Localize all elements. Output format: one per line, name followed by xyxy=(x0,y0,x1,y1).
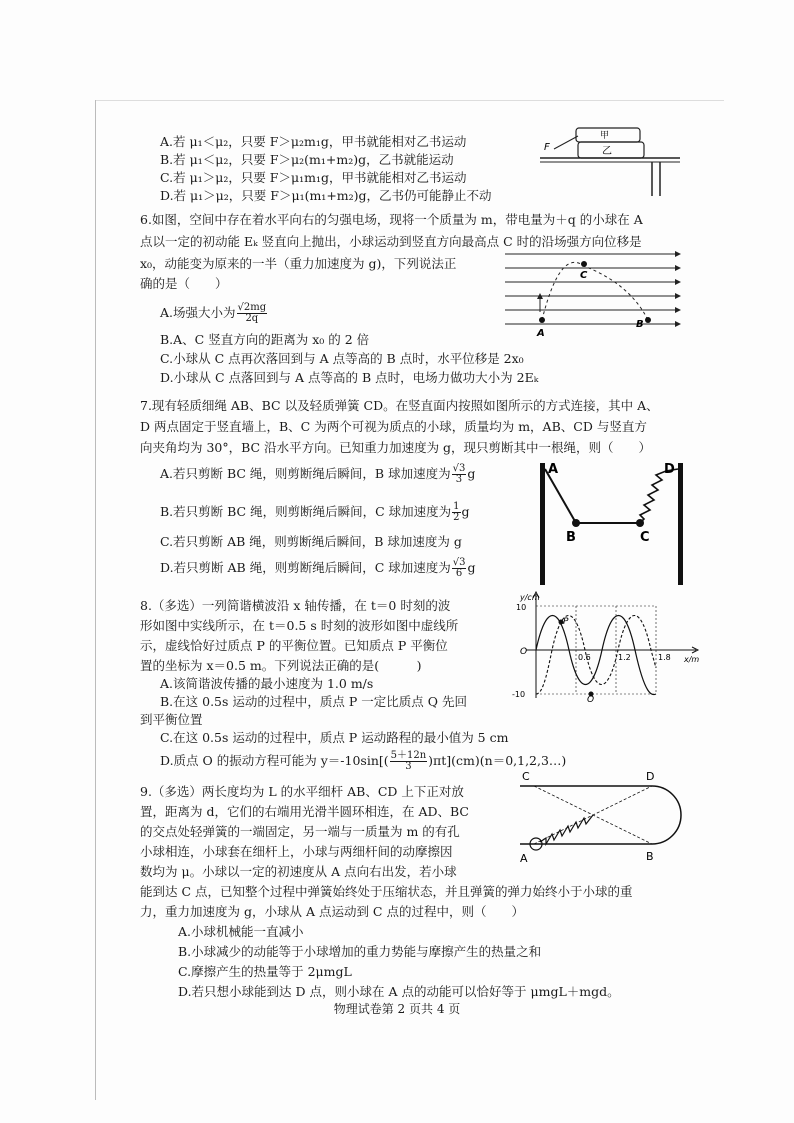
q8-x-axis-label: x/m xyxy=(684,655,700,664)
q8-xtick-06: 0.6 xyxy=(578,653,591,662)
q8-d-numerator: 5＋12n xyxy=(390,750,427,761)
q8-wave-graph xyxy=(506,590,706,702)
q6-option-d: D.小球从 C 点落回到与 A 点等高的 B 点时，电场力做功大小为 2Eₖ xyxy=(160,370,539,385)
q7-option-d-text: D.若只剪断 AB 绳，则剪断绳后瞬间，C 球加速度为 xyxy=(160,560,451,575)
q8-stem-line-4: 置的坐标为 x＝0.5 m。下列说法正确的是( ) xyxy=(140,658,422,673)
q6-stem-line-1: 6.如图，空间中存在着水平向右的匀强电场，现将一个质量为 m，带电量为＋q 的小球在 A xyxy=(140,212,643,227)
q8-option-a: A.该简谐波传播的最小速度为 1.0 m/s xyxy=(160,676,374,691)
q5-label-jia: 甲 xyxy=(600,131,610,141)
q6-a-numerator: √2mg xyxy=(237,302,267,313)
q7-d-numerator: √3 xyxy=(452,557,466,568)
q6-stem-line-3: x₀，动能变为原来的一半（重力加速度为 g)，下列说法正 xyxy=(140,256,457,271)
page-footer: 物理试卷第 2 页共 4 页 xyxy=(333,1002,461,1016)
q7-d-denominator: 6 xyxy=(455,568,463,579)
q8-stem-line-2: 形如图中实线所示，在 t＝0.5 s 时刻的波形如图中虚线所 xyxy=(140,618,459,633)
q7-option-b xyxy=(160,500,470,524)
q9-option-d: D.若只想小球能到达 D 点，则小球在 A 点的动能可以恰好等于 μmgL＋mgd。 xyxy=(178,984,620,999)
q5-label-yi: 乙 xyxy=(602,146,612,157)
q6-point-a: A xyxy=(537,328,545,339)
q6-point-b: B xyxy=(636,319,644,330)
q5-option-d: D.若 μ₁＞μ₂，只要 F＞μ₁(m₁+m₂)g，乙书仍可能静止不动 xyxy=(160,188,492,203)
q9-stem-line-3: 的交点处轻弹簧的一端固定，另一端与一质量为 m 的有孔 xyxy=(140,824,460,839)
q7-b-denominator: 2 xyxy=(453,512,460,523)
q8-option-b-line-2: 到平衡位置 xyxy=(140,712,203,727)
q6-option-b: B.A、C 竖直方向的距离为 x₀ 的 2 倍 xyxy=(160,332,370,347)
q7-option-d-fraction xyxy=(452,558,467,579)
q9-stem-line-5: 数均为 μ。小球以一定的初速度从 A 点向右出发，若小球 xyxy=(140,864,457,879)
q6-stem-line-4: 确的是（ ） xyxy=(140,276,228,291)
q6-field-figure xyxy=(500,244,690,340)
q6-option-c: C.小球从 C 点再次落回到与 A 点等高的 B 点时，水平位移是 2x₀ xyxy=(160,351,524,366)
q8-ytick-top: 10 xyxy=(516,603,527,612)
q9-option-b: B.小球减少的动能等于小球增加的重力势能与摩擦产生的热量之和 xyxy=(178,944,542,959)
q7-option-b-fraction xyxy=(452,502,460,523)
q8-y-axis-label: y/cm xyxy=(520,593,540,602)
q6-option-a-fraction xyxy=(237,303,268,324)
q7-d-unit: g xyxy=(467,560,476,575)
q8-ytick-bottom: -10 xyxy=(512,690,526,699)
q5-option-b: B.若 μ₁＜μ₂，只要 F＞μ₂(m₁+m₂)g，乙书就能运动 xyxy=(160,152,454,167)
q9-stem-line-1: 9.（多选）两长度均为 L 的水平细杆 AB、CD 上下正对放 xyxy=(140,784,464,799)
q9-option-a: A.小球机械能一直减小 xyxy=(178,924,304,939)
q7-option-b-text: B.若只剪断 BC 绳，则剪断绳后瞬间，C 球加速度为 xyxy=(160,504,452,519)
q7-option-a-fraction xyxy=(452,464,467,485)
q9-stem-line-2: 置，距离为 d，它们的右端用光滑半圆环相连，在 AD、BC xyxy=(140,804,469,819)
q7-b-unit: g xyxy=(461,504,470,519)
q9-point-c: C xyxy=(522,770,530,783)
q8-d-denominator: 3 xyxy=(405,761,412,772)
q6-option-a-text: A.场强大小为 xyxy=(160,305,236,320)
q7-stem-line-2: D 两点固定于竖直墙上，B、C 为两个可视为质点的小球，质量均为 m，AB、CD 与竖直方 xyxy=(140,419,647,434)
q7-rope-spring-figure xyxy=(530,455,700,590)
q8-option-b-line-1: B.在这 0.5s 运动的过程中，质点 P 一定比质点 Q 先回 xyxy=(160,694,467,709)
q9-stem-line-6: 能到达 C 点，已知整个过程中弹簧始终处于压缩状态，并且弹簧的弹力始终小于小球的重 xyxy=(140,884,633,899)
page-edge-top xyxy=(96,100,724,101)
page-edge-left xyxy=(95,100,96,1100)
q7-option-a xyxy=(160,462,475,486)
q9-stem-line-4: 小球相连，小球套在细杆上，小球与两细杆间的动摩擦因 xyxy=(140,844,453,859)
q9-point-a: A xyxy=(520,852,528,865)
q6-a-denominator: 2q xyxy=(245,313,259,324)
q9-point-b: B xyxy=(646,850,654,863)
q8-xtick-12: 1.2 xyxy=(618,653,631,662)
q7-a-unit: g xyxy=(467,466,476,481)
q5-label-force: F xyxy=(544,142,550,153)
q5-option-a: A.若 μ₁＜μ₂，只要 F＞μ₂m₁g，甲书就能相对乙书运动 xyxy=(160,134,467,149)
q7-option-c: C.若只剪断 AB 绳，则剪断绳后瞬间，B 球加速度为 g xyxy=(160,534,462,549)
q8-point-p: P xyxy=(563,617,569,627)
q9-stem-line-7: 力，重力加速度为 g，小球从 A 点运动到 C 点的过程中，则（ ） xyxy=(140,904,524,919)
q7-point-b: B xyxy=(566,530,576,545)
q7-stem-line-1: 7.现有轻质细绳 AB、BC 以及轻质弹簧 CD。在竖直面内按照如图所示的方式连接，其中 A、 xyxy=(140,398,659,413)
q7-option-a-text: A.若只剪断 BC 绳，则剪断绳后瞬间，B 球加速度为 xyxy=(160,466,451,481)
q7-point-d: D xyxy=(664,462,675,477)
q8-option-d-text: D.质点 O 的振动方程可能为 y＝-10sin[( xyxy=(160,753,389,768)
q8-stem-line-3: 示，虚线恰好过质点 P 的平衡位置。已知质点 P 平衡位 xyxy=(140,638,448,653)
q8-option-c: C.在这 0.5s 运动的过程中，质点 P 运动路程的最小值为 5 cm xyxy=(160,730,509,745)
q6-option-a xyxy=(160,302,268,324)
q7-a-numerator: √3 xyxy=(452,463,466,474)
q5-books-figure xyxy=(540,124,680,200)
q8-origin-label: O xyxy=(520,647,528,657)
q8-d-rest: )πt](cm)(n＝0,1,2,3…) xyxy=(428,753,567,768)
q7-b-numerator: 1 xyxy=(453,501,460,512)
q7-point-c: C xyxy=(640,530,650,545)
q8-option-d-fraction xyxy=(390,751,428,772)
q9-point-d: D xyxy=(646,770,655,783)
q7-point-a: A xyxy=(548,462,559,477)
q7-stem-line-3: 向夹角均为 30°，BC 沿水平方向。已知重力加速度为 g，现只剪断其中一根绳，则（ ） xyxy=(140,440,652,455)
q5-option-c: C.若 μ₁＞μ₂，只要 F＞μ₁m₁g，甲书就能相对乙书运动 xyxy=(160,170,467,185)
q7-option-d xyxy=(160,556,476,580)
q6-stem-line-2: 点以一定的初动能 Eₖ 竖直向上抛出，小球运动到竖直方向最高点 C 时的沿场强方向位移是 xyxy=(140,234,642,249)
q8-stem-line-1: 8.（多选）一列简谐横波沿 x 轴传播，在 t＝0 时刻的波 xyxy=(140,598,451,613)
q6-point-c: C xyxy=(580,270,588,281)
q9-rod-ring-figure xyxy=(512,770,702,866)
q8-point-q: Q xyxy=(587,695,595,702)
q8-option-d xyxy=(160,748,566,774)
q9-option-c: C.摩擦产生的热量等于 2μmgL xyxy=(178,964,352,979)
q8-xtick-18: 1.8 xyxy=(658,653,671,662)
q7-a-denominator: 3 xyxy=(455,474,463,485)
